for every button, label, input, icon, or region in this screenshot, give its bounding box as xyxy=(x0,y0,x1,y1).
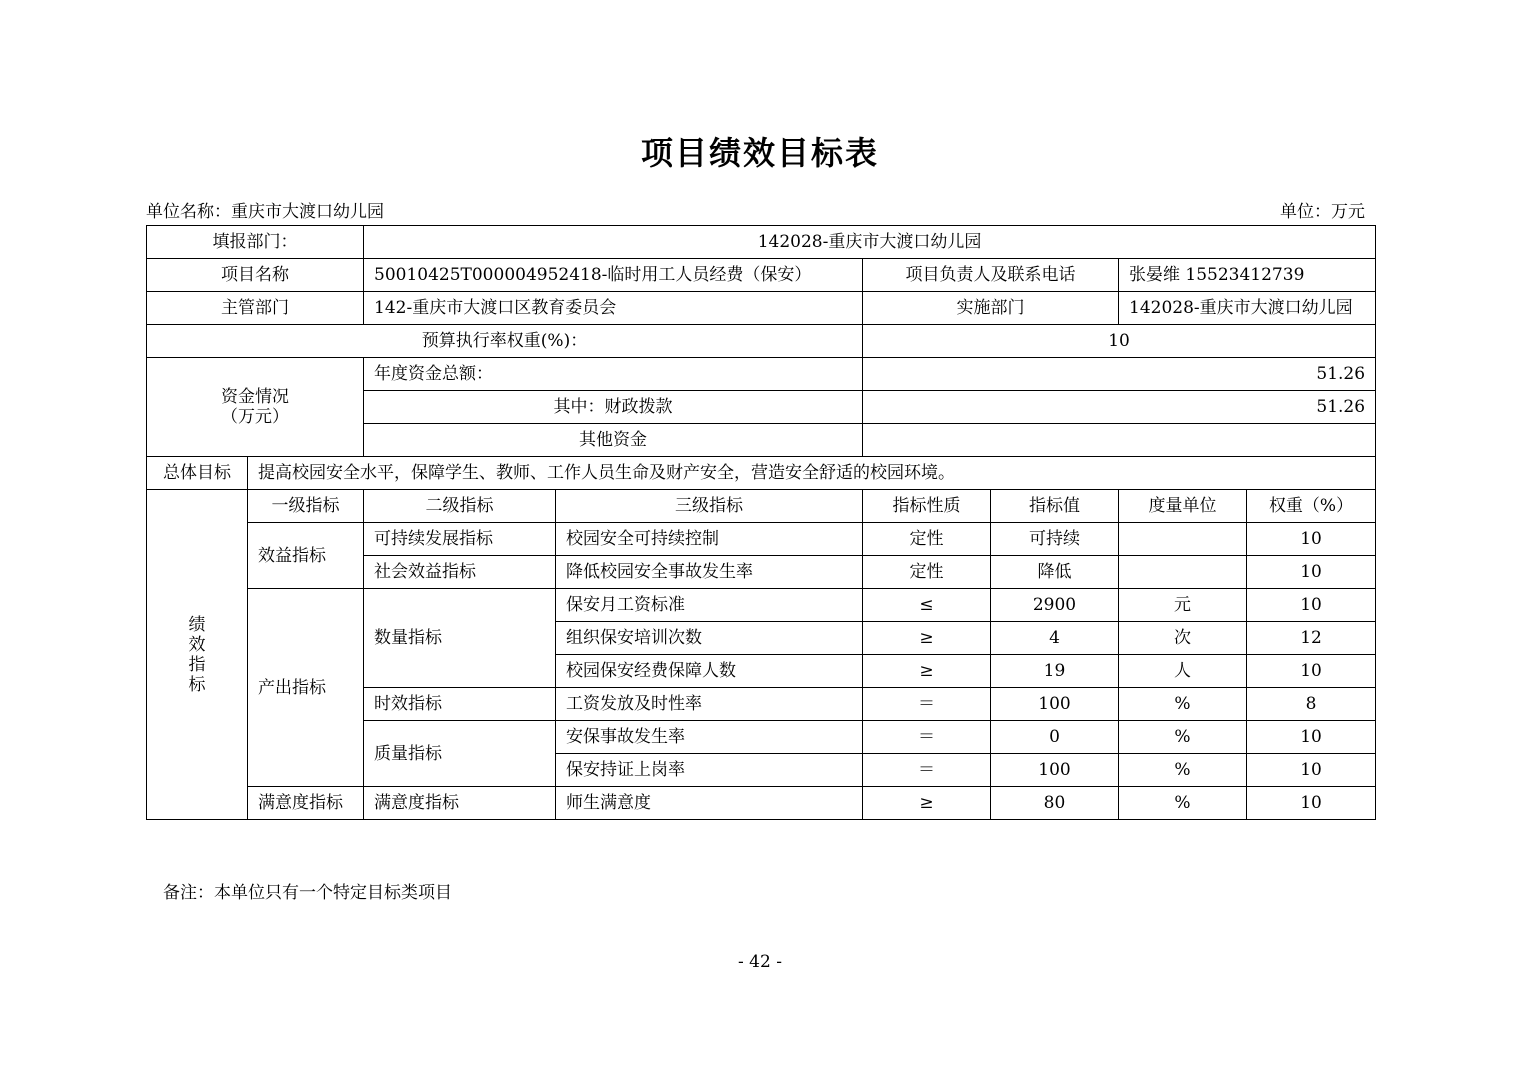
header-value: 指标值 xyxy=(991,490,1119,523)
header-weight: 权重（%） xyxy=(1247,490,1376,523)
indicator-nature: ≥ xyxy=(863,622,991,655)
indicator-name: 降低校园安全事故发生率 xyxy=(556,556,863,589)
supervisor-label: 主管部门 xyxy=(147,292,364,325)
indicator-weight: 12 xyxy=(1247,622,1376,655)
unit-name: 单位名称：重庆市大渡口幼儿园 xyxy=(146,202,384,222)
indicator-name: 保安月工资标准 xyxy=(556,589,863,622)
indicator-nature: 定性 xyxy=(863,523,991,556)
impl-dept-label: 实施部门 xyxy=(863,292,1119,325)
performance-target-table xyxy=(146,225,1376,820)
indicator-nature: ＝ xyxy=(863,721,991,754)
level2-quality: 质量指标 xyxy=(364,721,556,787)
contact-label: 项目负责人及联系电话 xyxy=(863,259,1119,292)
perf-char: 指 xyxy=(188,654,206,675)
indicator-unit: 次 xyxy=(1119,622,1247,655)
page-number: - 42 - xyxy=(738,952,782,972)
table-row xyxy=(147,589,1376,622)
indicator-name: 师生满意度 xyxy=(556,787,863,820)
indicator-nature: ≥ xyxy=(863,787,991,820)
indicator-name: 组织保安培训次数 xyxy=(556,622,863,655)
indicator-value: 100 xyxy=(991,688,1119,721)
currency-unit: 单位：万元 xyxy=(1280,202,1365,222)
table-row xyxy=(147,787,1376,820)
indicator-unit: % xyxy=(1119,754,1247,787)
level1-output: 产出指标 xyxy=(248,589,364,787)
indicator-weight: 10 xyxy=(1247,754,1376,787)
header-level3: 三级指标 xyxy=(556,490,863,523)
funds-label xyxy=(147,358,364,457)
indicator-weight: 10 xyxy=(1247,787,1376,820)
perf-char: 绩 xyxy=(188,614,206,635)
indicator-unit: 人 xyxy=(1119,655,1247,688)
page-title: 项目绩效目标表 xyxy=(640,134,879,172)
indicator-weight: 10 xyxy=(1247,523,1376,556)
indicator-value: 降低 xyxy=(991,556,1119,589)
level2-sustain: 可持续发展指标 xyxy=(364,523,556,556)
fiscal-label: 其中：财政拨款 xyxy=(364,391,863,424)
funds-label-line2: （万元） xyxy=(221,407,289,427)
header-level1: 一级指标 xyxy=(248,490,364,523)
indicator-name: 保安持证上岗率 xyxy=(556,754,863,787)
dept-label: 填报部门： xyxy=(147,226,364,259)
performance-indicators-label xyxy=(147,490,248,820)
level1-benefit: 效益指标 xyxy=(248,523,364,589)
indicator-nature: 定性 xyxy=(863,556,991,589)
budget-weight-value: 10 xyxy=(863,325,1376,358)
indicator-unit xyxy=(1119,556,1247,589)
budget-weight-label: 预算执行率权重(%)： xyxy=(147,325,863,358)
other-funds-label: 其他资金 xyxy=(364,424,863,457)
other-funds-value xyxy=(863,424,1376,457)
level2-satisfaction: 满意度指标 xyxy=(364,787,556,820)
indicator-weight: 8 xyxy=(1247,688,1376,721)
indicator-unit xyxy=(1119,523,1247,556)
indicator-value: 2900 xyxy=(991,589,1119,622)
perf-char: 效 xyxy=(188,634,206,655)
indicator-weight: 10 xyxy=(1247,589,1376,622)
indicator-unit: % xyxy=(1119,787,1247,820)
annual-total-value: 51.26 xyxy=(863,358,1376,391)
indicator-name: 校园安全可持续控制 xyxy=(556,523,863,556)
impl-dept-value: 142028-重庆市大渡口幼儿园 xyxy=(1119,292,1376,325)
indicator-weight: 10 xyxy=(1247,655,1376,688)
indicator-name: 校园保安经费保障人数 xyxy=(556,655,863,688)
indicator-value: 4 xyxy=(991,622,1119,655)
indicator-nature: ＝ xyxy=(863,688,991,721)
level2-quantity: 数量指标 xyxy=(364,589,556,688)
footnote: 备注：本单位只有一个特定目标类项目 xyxy=(163,883,452,903)
perf-char: 标 xyxy=(188,674,206,695)
indicator-weight: 10 xyxy=(1247,721,1376,754)
indicator-value: 0 xyxy=(991,721,1119,754)
indicator-value: 80 xyxy=(991,787,1119,820)
contact-value: 张晏维 15523412739 xyxy=(1119,259,1376,292)
header-unit: 度量单位 xyxy=(1119,490,1247,523)
indicator-nature: ≥ xyxy=(863,655,991,688)
overall-goal-value: 提高校园安全水平，保障学生、教师、工作人员生命及财产安全，营造安全舒适的校园环境。 xyxy=(248,457,1376,490)
indicator-nature: ≤ xyxy=(863,589,991,622)
project-name-label: 项目名称 xyxy=(147,259,364,292)
indicator-name: 安保事故发生率 xyxy=(556,721,863,754)
indicator-unit: 元 xyxy=(1119,589,1247,622)
supervisor-value: 142-重庆市大渡口区教育委员会 xyxy=(364,292,863,325)
indicator-unit: % xyxy=(1119,721,1247,754)
header-level2: 二级指标 xyxy=(364,490,556,523)
level1-satisfaction: 满意度指标 xyxy=(248,787,364,820)
funds-label-line1: 资金情况 xyxy=(221,387,289,407)
indicator-value: 19 xyxy=(991,655,1119,688)
level2-social: 社会效益指标 xyxy=(364,556,556,589)
indicator-nature: ＝ xyxy=(863,754,991,787)
dept-value: 142028-重庆市大渡口幼儿园 xyxy=(364,226,1376,259)
indicator-name: 工资发放及时性率 xyxy=(556,688,863,721)
fiscal-value: 51.26 xyxy=(863,391,1376,424)
indicator-weight: 10 xyxy=(1247,556,1376,589)
table-row xyxy=(147,523,1376,556)
indicator-unit: % xyxy=(1119,688,1247,721)
indicator-value: 100 xyxy=(991,754,1119,787)
overall-goal-label: 总体目标 xyxy=(147,457,248,490)
indicator-value: 可持续 xyxy=(991,523,1119,556)
header-nature: 指标性质 xyxy=(863,490,991,523)
project-name-value: 50010425T000004952418-临时用工人员经费（保安） xyxy=(364,259,863,292)
level2-timeliness: 时效指标 xyxy=(364,688,556,721)
annual-total-label: 年度资金总额： xyxy=(364,358,863,391)
